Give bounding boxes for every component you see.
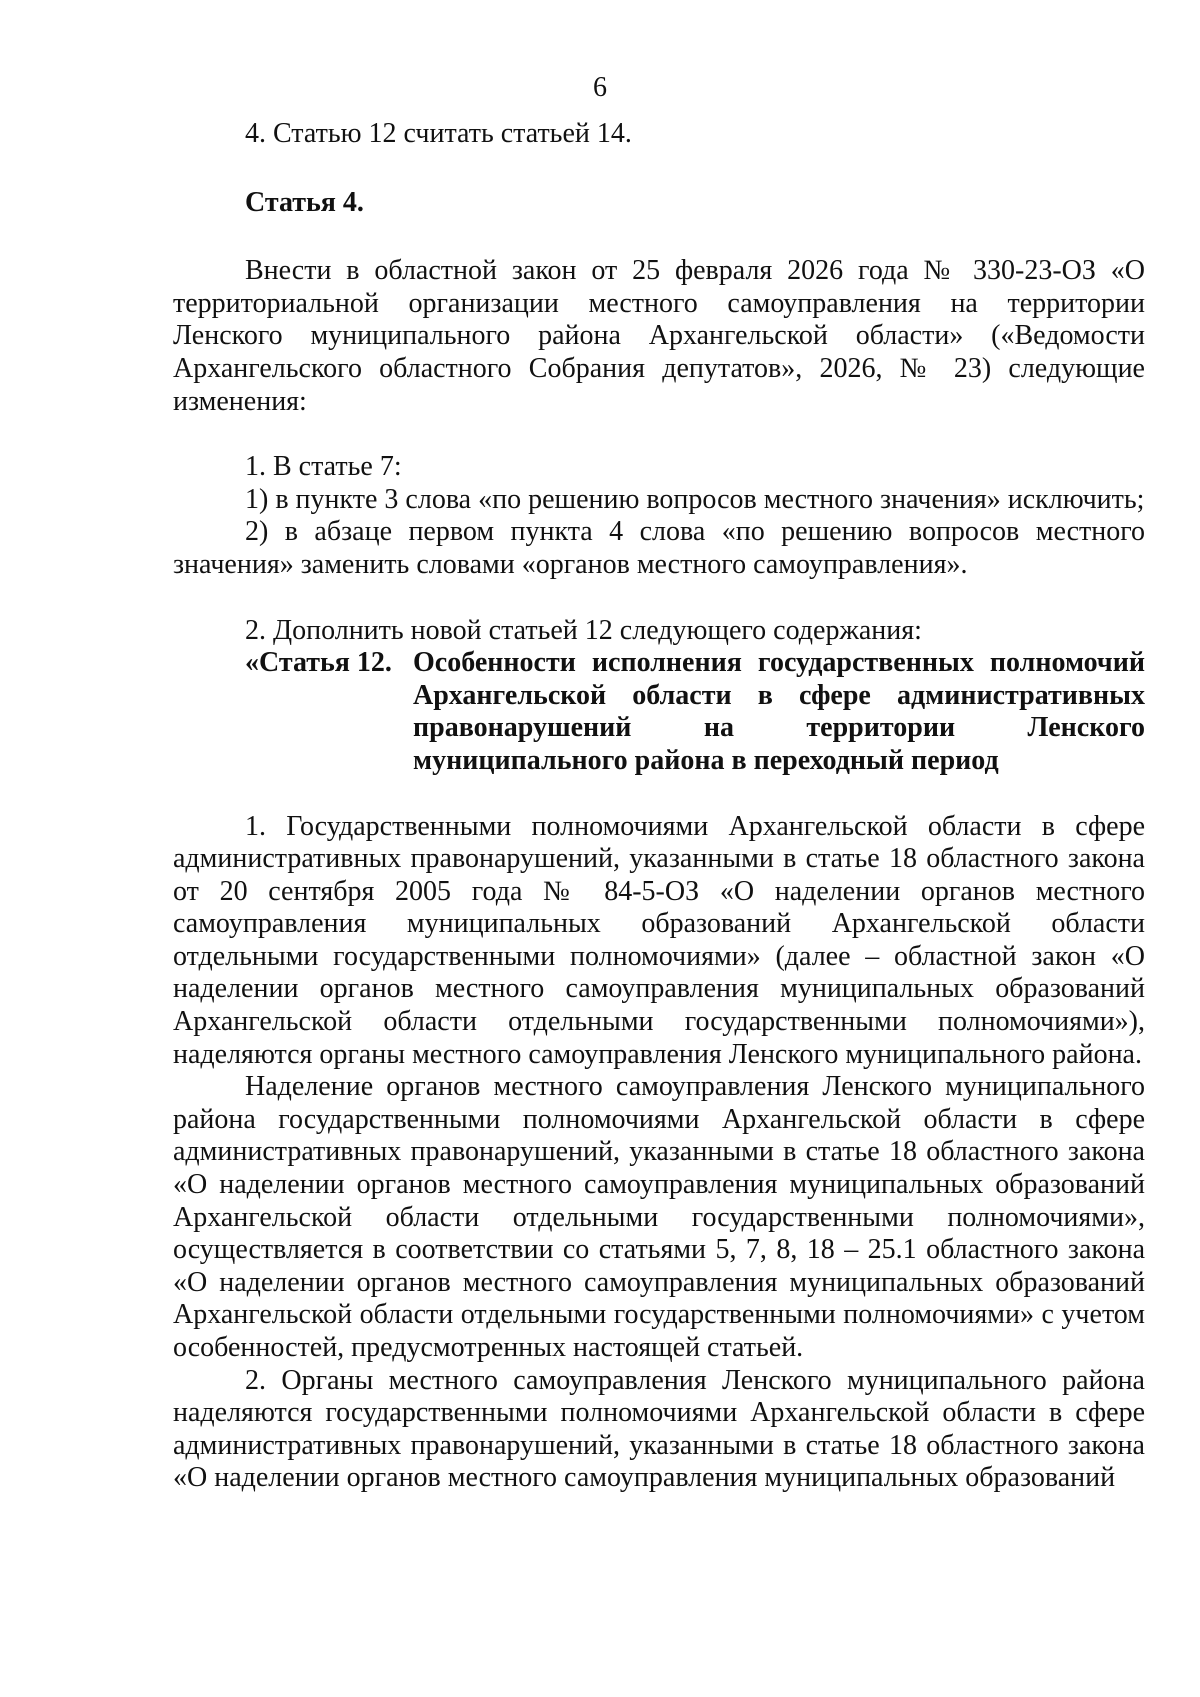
- spacer: [173, 582, 1145, 615]
- spacer: [173, 219, 1145, 255]
- paragraph-item-4: 4. Статью 12 считать статьей 14.: [245, 118, 632, 149]
- document-body: [173, 118, 1145, 1495]
- paragraph-12-2: 2. Органы местного самоуправления Ленского муниципального района наделяются государственными полномочиями Архангельской области в сфере административных правонарушений, указанными в статье 18 областного закона «О наделении органов местного самоуправления муниципальных образований: [173, 1364, 1145, 1494]
- paragraph-amendment-intro: Внести в областной закон от 25 февраля 2026 года № 330-23-ОЗ «О территориальной организации местного самоуправления на территории Ленского муниципального района Архангельской области» («Ведомости Архангельского областного Собрания депутатов», 2026, № 23) следующие изменения:: [173, 255, 1145, 417]
- spacer: [173, 151, 1145, 187]
- article-4-heading: Статья 4.: [245, 186, 364, 218]
- paragraph-point-1: 1. В статье 7:: [245, 451, 402, 483]
- article-12-title-text: Особенности исполнения государственных полномочий Архангельской области в сфере административных правонарушений на территории Ленского муниципального района в переходный период: [413, 647, 1145, 776]
- paragraph-12-1: 1. Государственными полномочиями Архангельской области в сфере административных правонарушений, указанными в статье 18 областного закона от 20 сентября 2005 года № 84-5-ОЗ «О наделении органов местного самоуправления муниципальных образований Архангельской области отдельными государственными полномочиями» (далее – областной закон «О наделении органов местного самоуправления муниципальных образований Архангельской области отдельными государственными полномочиями»), наделяются органы местного самоуправления Ленского муниципального района.: [173, 810, 1145, 1070]
- spacer: [173, 778, 1145, 811]
- article-12-title: [245, 647, 1145, 777]
- article-12-label: «Статья 12.: [245, 647, 392, 679]
- spacer: [173, 418, 1145, 451]
- paragraph-subpoint-2: 2) в абзаце первом пункта 4 слова «по решению вопросов местного значения» заменить словами «органов местного самоуправления».: [173, 516, 1145, 580]
- paragraph-subpoint-1: 1) в пункте 3 слова «по решению вопросов местного значения» исключить;: [245, 483, 1145, 515]
- paragraph-point-2: 2. Дополнить новой статьей 12 следующего содержания:: [245, 614, 922, 646]
- page-number: 6: [593, 72, 607, 103]
- paragraph-12-1-second: Наделение органов местного самоуправления Ленского муниципального района государственными полномочиями Архангельской области в сфере административных правонарушений, указанными в статье 18 областного закона «О наделении органов местного самоуправления муниципальных образований Архангельской области отдельными государственными полномочиями», осуществляется в соответствии со статьями 5, 7, 8, 18 – 25.1 областного закона «О наделении органов местного самоуправления муниципальных образований Архангельской области отдельными государственными полномочиями» с учетом особенностей, предусмотренных настоящей статьей.: [173, 1071, 1145, 1363]
